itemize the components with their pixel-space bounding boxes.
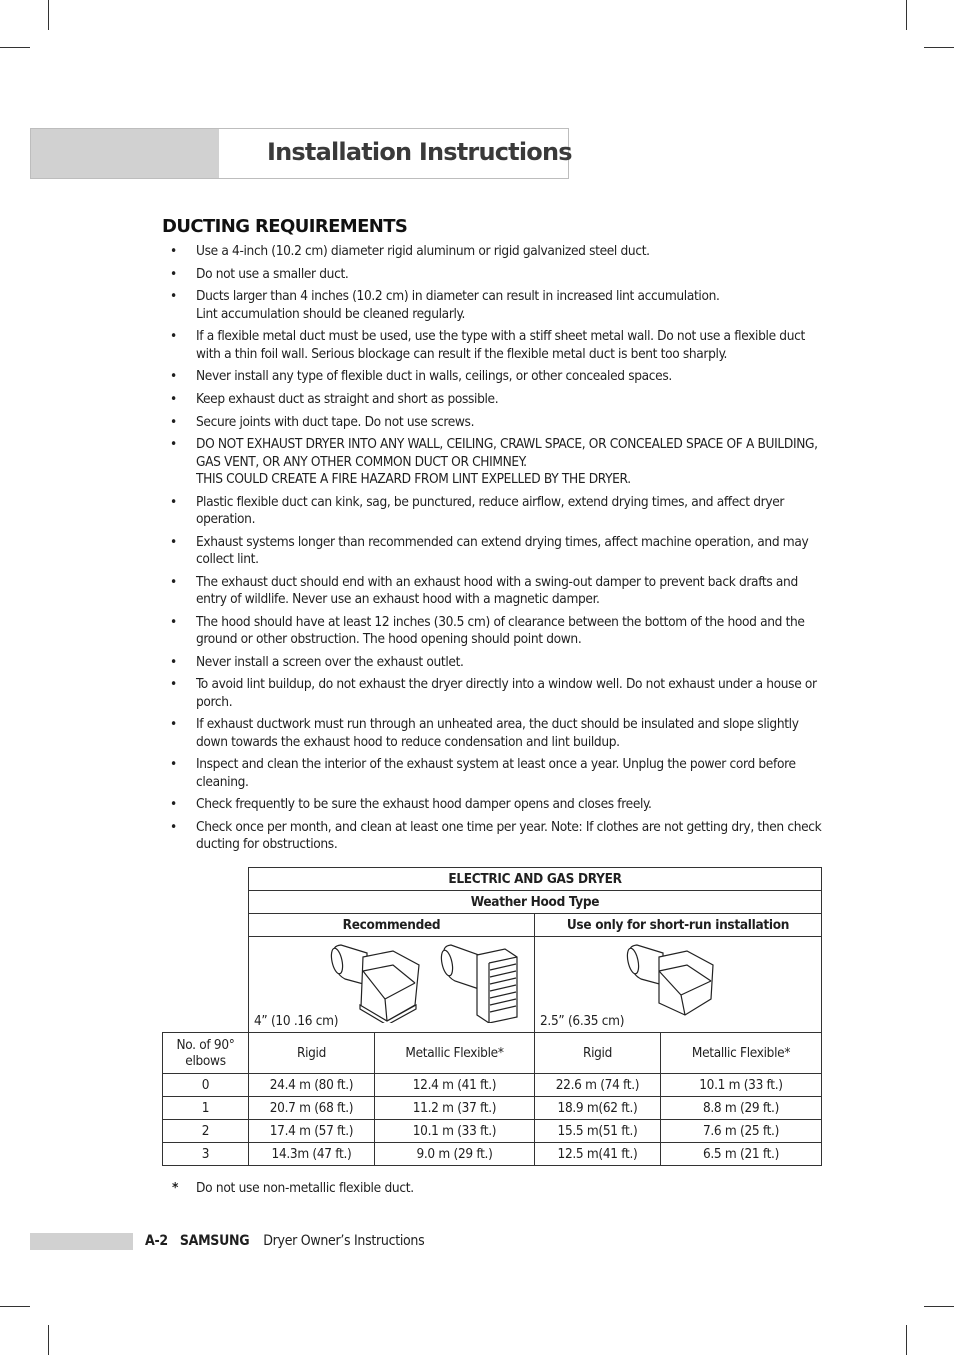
table-cell: 17.4 m (57 ft.) bbox=[249, 1120, 375, 1143]
table-cell: 8.8 m (29 ft.) bbox=[661, 1097, 822, 1120]
table-row bbox=[163, 1097, 822, 1120]
crop-mark bbox=[48, 1325, 49, 1355]
column-header: Metallic Flexible* bbox=[661, 1033, 822, 1074]
requirement-item: • Plastic flexible duct can kink, sag, be punctured, reduce airflow, extend drying times, and affect dryer operation. bbox=[170, 494, 830, 529]
footnote bbox=[172, 1180, 414, 1196]
requirement-item: • Use a 4-inch (10.2 cm) diameter rigid aluminum or rigid galvanized steel duct. bbox=[170, 243, 830, 260]
requirement-item: • If exhaust ductwork must run through an unheated area, the duct should be insulated and slope slightly down towards the exhaust hood to reduce condensation and lint buildup. bbox=[170, 716, 830, 751]
requirement-item: • Check once per month, and clean at least one time per year. Note: If clothes are not getting dry, then check ducting for obstructions. bbox=[170, 819, 830, 854]
hood-illustrations-recommended bbox=[327, 943, 527, 1023]
table-cell: 12.5 m(41 ft.) bbox=[535, 1143, 661, 1166]
table-cell: 22.6 m (74 ft.) bbox=[535, 1074, 661, 1097]
requirement-item: • The exhaust duct should end with an exhaust hood with a swing-out damper to prevent back drafts and entry of wildlife. Never use an exhaust hood with a magnetic damper. bbox=[170, 574, 830, 609]
table-cell: 14.3m (47 ft.) bbox=[249, 1143, 375, 1166]
requirement-item: • The hood should have at least 12 inches (30.5 cm) of clearance between the bottom of the hood and the ground or other obstruction. The hood opening should point down. bbox=[170, 614, 830, 649]
column-header: Metallic Flexible* bbox=[375, 1033, 535, 1074]
requirement-item: • Inspect and clean the interior of the exhaust system at least once a year. Unplug the power cord before cleaning. bbox=[170, 756, 830, 791]
footnote-text: Do not use non-metallic flexible duct. bbox=[196, 1180, 414, 1196]
group-recommended: Recommended bbox=[249, 914, 535, 937]
caption-short-run: 2.5” (6.35 cm) bbox=[540, 1013, 625, 1029]
table-cell: 18.9 m(62 ft.) bbox=[535, 1097, 661, 1120]
duct-length-table bbox=[162, 867, 822, 1166]
table-cell: 12.4 m (41 ft.) bbox=[375, 1074, 535, 1097]
table-cell: 11.2 m (37 ft.) bbox=[375, 1097, 535, 1120]
table-title: ELECTRIC AND GAS DRYER bbox=[249, 868, 822, 891]
table-row bbox=[163, 1120, 822, 1143]
column-header: No. of 90° elbows bbox=[163, 1033, 249, 1074]
requirement-item: • Never install a screen over the exhaust outlet. bbox=[170, 654, 830, 671]
damper-hood-icon bbox=[439, 945, 517, 1023]
table-cell: 9.0 m (29 ft.) bbox=[375, 1143, 535, 1166]
table-row bbox=[163, 1074, 822, 1097]
table-subtitle: Weather Hood Type bbox=[249, 891, 822, 914]
page-header bbox=[30, 128, 572, 179]
table-cell: 7.6 m (25 ft.) bbox=[661, 1120, 822, 1143]
crop-mark bbox=[924, 1306, 954, 1307]
column-header: Rigid bbox=[249, 1033, 375, 1074]
caption-recommended: 4” (10 .16 cm) bbox=[254, 1013, 339, 1029]
footer-accent-block bbox=[30, 1233, 133, 1250]
requirement-item: • If a flexible metal duct must be used, use the type with a stiff sheet metal wall. Do not use a flexible duct with a thin foil wall. Serious blockage can result if the flexible metal duct is bent too sharply. bbox=[170, 328, 830, 363]
table-cell: 0 bbox=[163, 1074, 249, 1097]
requirement-item: • DO NOT EXHAUST DRYER INTO ANY WALL, CEILING, CRAWL SPACE, OR CONCEALED SPACE OF A BUILDING, GAS VENT, OR ANY OTHER COMMON DUCT OR CHIMNEY. THIS COULD CREATE A FIRE HAZARD FROM LINT EXPELLED BY THE DRYER. bbox=[170, 436, 830, 488]
table-cell: 10.1 m (33 ft.) bbox=[375, 1120, 535, 1143]
requirement-item: • Do not use a smaller duct. bbox=[170, 266, 830, 283]
requirement-item: • Exhaust systems longer than recommended can extend drying times, affect machine operation, and may collect lint. bbox=[170, 534, 830, 569]
page-footer bbox=[145, 1233, 424, 1249]
brand-name: SAMSUNG bbox=[179, 1233, 250, 1249]
requirement-item: • To avoid lint buildup, do not exhaust the dryer directly into a window well. Do not exhaust under a house or porch. bbox=[170, 676, 830, 711]
table-cell: 6.5 m (21 ft.) bbox=[661, 1143, 822, 1166]
recommended-hoods-cell bbox=[249, 937, 535, 1033]
footnote-marker: * bbox=[172, 1180, 179, 1196]
page-title: Installation Instructions bbox=[267, 138, 572, 166]
table-cell: 15.5 m(51 ft.) bbox=[535, 1120, 661, 1143]
table-cell: 10.1 m (33 ft.) bbox=[661, 1074, 822, 1097]
group-short-run: Use only for short-run installation bbox=[535, 914, 822, 937]
table-cell: 24.4 m (80 ft.) bbox=[249, 1074, 375, 1097]
document-name: Dryer Owner’s Instructions bbox=[263, 1233, 425, 1249]
table-cell: 2 bbox=[163, 1120, 249, 1143]
table-cell: 1 bbox=[163, 1097, 249, 1120]
crop-mark bbox=[906, 0, 907, 30]
section-title: DUCTING REQUIREMENTS bbox=[162, 216, 408, 237]
hood-illustration-short-run bbox=[625, 943, 725, 1023]
requirement-item: • Keep exhaust duct as straight and short as possible. bbox=[170, 391, 830, 408]
requirement-item: • Never install any type of flexible duct in walls, ceilings, or other concealed spaces. bbox=[170, 368, 830, 385]
requirement-item: • Secure joints with duct tape. Do not use screws. bbox=[170, 414, 830, 431]
crop-mark bbox=[906, 1325, 907, 1355]
table-cell: 20.7 m (68 ft.) bbox=[249, 1097, 375, 1120]
short-damper-hood-icon bbox=[625, 945, 713, 1015]
crop-mark bbox=[924, 47, 954, 48]
requirements-list bbox=[170, 243, 830, 859]
crop-mark bbox=[0, 47, 30, 48]
table-cell: 3 bbox=[163, 1143, 249, 1166]
requirement-item: • Ducts larger than 4 inches (10.2 cm) in diameter can result in increased lint accumulation. Lint accumulation should be cleaned regularly. bbox=[170, 288, 830, 323]
crop-mark bbox=[0, 1306, 30, 1307]
table-row bbox=[163, 1143, 822, 1166]
table-corner-blank bbox=[163, 868, 249, 1033]
page-number: A-2 bbox=[145, 1233, 168, 1249]
louvered-hood-icon bbox=[329, 945, 419, 1023]
column-header: Rigid bbox=[535, 1033, 661, 1074]
requirement-item: • Check frequently to be sure the exhaust hood damper opens and closes freely. bbox=[170, 796, 830, 813]
header-accent-block bbox=[31, 129, 219, 178]
short-run-hood-cell bbox=[535, 937, 822, 1033]
crop-mark bbox=[48, 0, 49, 30]
